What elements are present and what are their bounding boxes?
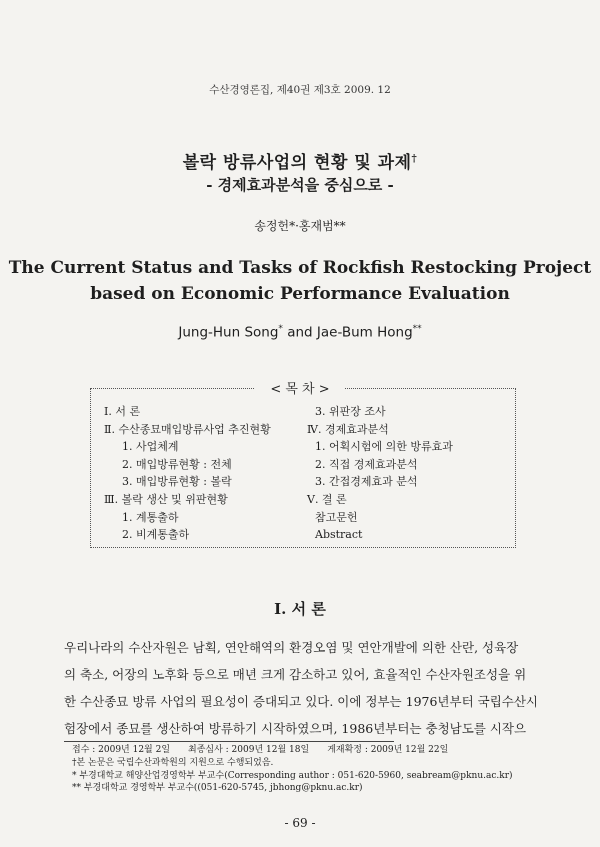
toc-left-column [104,403,271,544]
english-author-2-mark: ** [412,324,422,334]
toc-item: 1. 계통출하 [122,510,179,524]
footnote-received: 접수 : 2009년 12월 2일 [72,745,171,755]
body-line: 험장에서 종묘를 생산하여 방류하기 시작하였으며, 1986년부터는 충청남도를 시작으 [64,721,527,736]
toc-item: 3. 간접경제효과 분석 [315,475,418,489]
toc-right-column [307,403,453,544]
toc-item: 참고문헌 [315,510,358,524]
toc-item: 2. 직접 경제효과분석 [315,457,418,471]
toc-item: Ⅴ. 결 론 [307,492,347,506]
english-author-1: Jung-Hun Song [178,324,279,341]
english-title-line-1: The Current Status and Tasks of Rockfish Restocking Project [8,258,592,278]
body-paragraph [64,634,540,742]
english-author-2: Jae-Bum Hong [316,324,413,341]
footnote-author-2: ** 부경대학교 경영학부 부교수((051-620-5745, jbhong@pknu.ac.kr) [72,783,363,794]
toc-item: 1. 어획시험에 의한 방류효과 [315,440,453,454]
toc-item: Ⅱ. 수산종묘매입방류사업 추진현황 [104,422,271,436]
toc-item: Ⅲ. 볼락 생산 및 위판현황 [104,492,228,506]
toc-item: 2. 매입방류현황 : 전체 [122,457,232,471]
toc-item: Abstract [315,528,363,542]
toc-item: 3. 위판장 조사 [315,405,386,418]
footnote-reviewed: 최종심사 : 2009년 12월 18일 [188,745,310,755]
toc-item: Ⅰ. 서 론 [104,405,141,418]
footnote-dates [72,744,542,757]
body-line: 의 축소, 어장의 노후화 등으로 매년 크게 감소하고 있어, 효율적인 수산자원조성을 위 [64,667,527,682]
footnote-divider [64,741,394,742]
english-title [0,255,600,307]
korean-title-text: 볼락 방류사업의 현황 및 과제 [182,153,412,173]
page-number: - 69 - [284,816,316,830]
footnote-accepted: 게재확정 : 2009년 12월 22일 [327,745,449,755]
footnote-author-1: * 부경대학교 해양산업경영학부 부교수(Corresponding author : 051-620-5960, seabream@pknu.ac.kr) [72,770,513,781]
toc-item: Ⅳ. 경제효과분석 [307,422,389,436]
title-footnote-mark: † [411,153,418,165]
footnote-funding: †본 논문은 국립수산과학원의 지원으로 수행되었음. [72,757,274,768]
korean-title [0,148,600,173]
footnotes [72,744,542,795]
english-title-line-2: based on Economic Performance Evaluation [90,284,510,304]
korean-subtitle: - 경제효과분석을 중심으로 - [206,176,394,194]
english-author-conjunction: and [282,324,317,341]
section-heading-introduction: Ⅰ. 서 론 [274,600,326,618]
table-of-contents-heading: < 목 차 > [255,378,345,397]
korean-authors: 송정헌*·홍재범** [254,219,346,233]
body-line: 우리나라의 수산자원은 남획, 연안해역의 환경오염 및 연안개발에 의한 산란, 성육장 [64,640,519,655]
toc-item: 2. 비계통출하 [122,528,190,542]
journal-header: 수산경영론집, 제40권 제3호 2009. 12 [209,84,391,96]
english-author-1-mark: * [278,324,283,334]
english-authors [0,324,600,341]
toc-item: 1. 사업체계 [122,440,179,454]
body-line: 한 수산종묘 방류 사업의 필요성이 증대되고 있다. 이에 정부는 1976년부터 국립수산시 [64,694,538,709]
toc-item: 3. 매입방류현황 : 볼락 [122,475,232,489]
